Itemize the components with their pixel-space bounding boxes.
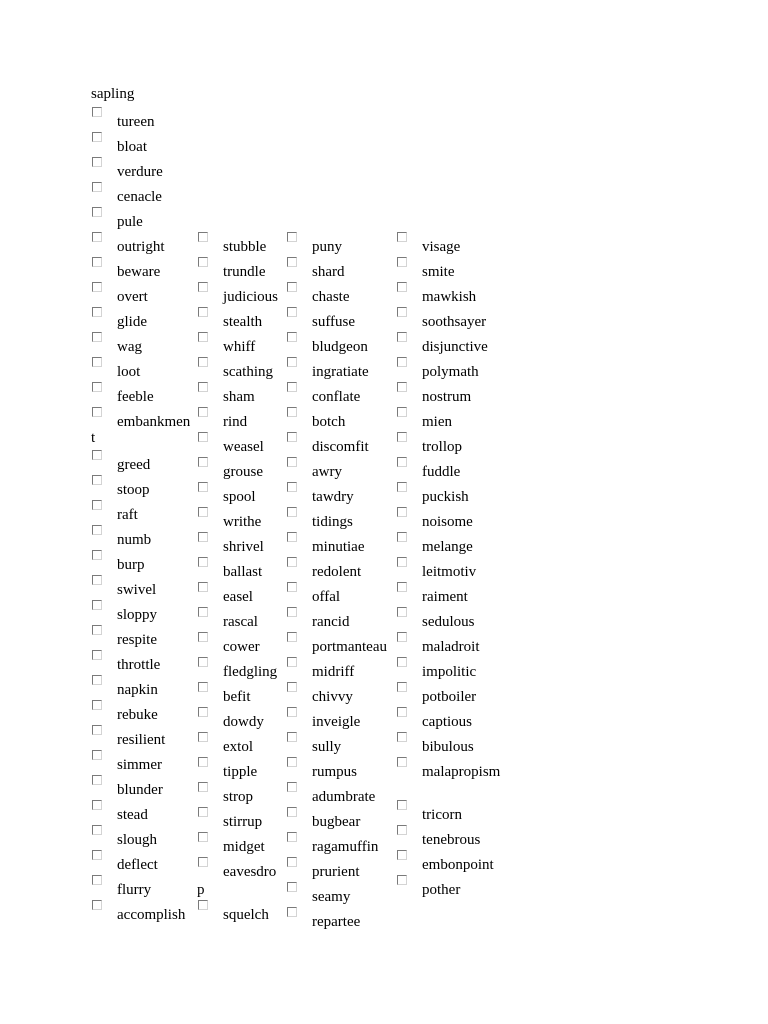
word-label: trollop: [422, 439, 462, 455]
word-checkbox[interactable]: [397, 482, 407, 492]
word-checkbox[interactable]: [198, 257, 208, 267]
word-checkbox[interactable]: [198, 232, 208, 242]
word-label: redolent: [312, 564, 362, 580]
word-label: pother: [422, 882, 461, 898]
word-checkbox[interactable]: [92, 500, 102, 510]
word-label: malapropism: [422, 764, 501, 780]
word-checkbox[interactable]: [198, 707, 208, 717]
word-checkbox[interactable]: [198, 282, 208, 292]
word-checkbox[interactable]: [198, 832, 208, 842]
word-checkbox[interactable]: [397, 232, 407, 242]
word-checkbox[interactable]: [92, 307, 102, 317]
word-checkbox[interactable]: [198, 432, 208, 442]
word-checkbox[interactable]: [397, 825, 407, 835]
word-label: embankmen: [117, 414, 191, 430]
word-label: scathing: [223, 364, 273, 380]
word-label: respite: [117, 632, 157, 648]
word-checkbox[interactable]: [397, 582, 407, 592]
word-checkbox[interactable]: [287, 382, 297, 392]
word-label: disjunctive: [422, 339, 488, 355]
word-checkbox[interactable]: [287, 482, 297, 492]
word-checkbox[interactable]: [397, 507, 407, 517]
word-checkbox[interactable]: [198, 607, 208, 617]
word-label: overt: [117, 289, 148, 305]
word-checkbox[interactable]: [287, 307, 297, 317]
word-label: stealth: [223, 314, 263, 330]
word-label: pule: [117, 214, 143, 230]
word-label: tureen: [117, 114, 155, 130]
word-label: outright: [117, 239, 165, 255]
word-label: polymath: [422, 364, 479, 380]
word-label: sloppy: [117, 607, 158, 623]
word-label: beware: [117, 264, 161, 280]
word-checkbox[interactable]: [198, 557, 208, 567]
word-checkbox[interactable]: [198, 382, 208, 392]
word-checkbox[interactable]: [287, 357, 297, 367]
word-checkbox[interactable]: [397, 800, 407, 810]
word-checkbox[interactable]: [287, 332, 297, 342]
word-label: bugbear: [312, 814, 361, 830]
word-checkbox[interactable]: [92, 825, 102, 835]
word-checkbox[interactable]: [397, 432, 407, 442]
word-checkbox[interactable]: [198, 507, 208, 517]
word-checkbox[interactable]: [92, 800, 102, 810]
word-checkbox[interactable]: [198, 682, 208, 692]
word-checkbox[interactable]: [287, 882, 297, 892]
word-label: soothsayer: [422, 314, 487, 330]
word-label: swivel: [117, 582, 157, 598]
word-checkbox[interactable]: [92, 900, 102, 910]
word-checkbox[interactable]: [92, 875, 102, 885]
word-label: adumbrate: [312, 789, 376, 805]
word-label: whiff: [223, 339, 256, 355]
word-checkbox[interactable]: [198, 407, 208, 417]
word-label: greed: [117, 457, 151, 473]
word-label: writhe: [223, 514, 262, 530]
word-label: accomplish: [117, 907, 186, 923]
word-label: puckish: [422, 489, 469, 505]
word-label: captious: [422, 714, 472, 730]
word-label: tawdry: [312, 489, 354, 505]
word-checkbox[interactable]: [92, 357, 102, 367]
word-label: feeble: [117, 389, 154, 405]
word-label: potboiler: [422, 689, 477, 705]
word-checkbox[interactable]: [198, 332, 208, 342]
word-checkbox[interactable]: [92, 107, 102, 117]
word-label: raiment: [422, 589, 468, 605]
word-checkbox[interactable]: [198, 457, 208, 467]
word-checkbox[interactable]: [198, 357, 208, 367]
wrapped-word-fragment: t: [91, 430, 96, 446]
word-checkbox[interactable]: [287, 232, 297, 242]
word-checkbox[interactable]: [92, 850, 102, 860]
word-checkbox[interactable]: [92, 725, 102, 735]
word-label: ragamuffin: [312, 839, 379, 855]
word-label: rebuke: [117, 707, 158, 723]
word-label: bloat: [117, 139, 147, 155]
word-label: ballast: [223, 564, 263, 580]
word-checkbox[interactable]: [92, 550, 102, 560]
word-checkbox[interactable]: [92, 475, 102, 485]
word-checkbox[interactable]: [92, 525, 102, 535]
word-label: melange: [422, 539, 473, 555]
word-label: befit: [223, 689, 251, 705]
word-label: awry: [312, 464, 342, 480]
word-checkbox[interactable]: [397, 282, 407, 292]
word-checkbox[interactable]: [397, 632, 407, 642]
word-label: cenacle: [117, 189, 162, 205]
word-label: bibulous: [422, 739, 474, 755]
word-checkbox[interactable]: [92, 625, 102, 635]
word-label: blunder: [117, 782, 163, 798]
word-label: glide: [117, 314, 147, 330]
word-label: stead: [117, 807, 148, 823]
word-checkbox[interactable]: [92, 575, 102, 585]
word-checkbox[interactable]: [397, 850, 407, 860]
word-checkbox[interactable]: [198, 307, 208, 317]
word-checkbox[interactable]: [92, 282, 102, 292]
word-checkbox[interactable]: [198, 807, 208, 817]
word-label: bludgeon: [312, 339, 368, 355]
word-label: shrivel: [223, 539, 264, 555]
word-checkbox[interactable]: [287, 607, 297, 617]
word-label: tenebrous: [422, 832, 481, 848]
word-checkbox[interactable]: [397, 732, 407, 742]
word-label: shard: [312, 264, 345, 280]
word-label: sully: [312, 739, 342, 755]
word-checkbox[interactable]: [92, 182, 102, 192]
word-label: resilient: [117, 732, 166, 748]
word-label: wag: [117, 339, 142, 355]
word-checkbox[interactable]: [287, 657, 297, 667]
word-label: loot: [117, 364, 141, 380]
word-checkbox[interactable]: [198, 582, 208, 592]
word-checkbox[interactable]: [397, 532, 407, 542]
word-checkbox[interactable]: [397, 357, 407, 367]
word-checkbox[interactable]: [287, 282, 297, 292]
wrapped-word-fragment: p: [197, 882, 205, 898]
word-label: offal: [312, 589, 341, 605]
word-label: sedulous: [422, 614, 475, 630]
word-label: minutiae: [312, 539, 365, 555]
word-checkbox[interactable]: [92, 407, 102, 417]
word-checkbox[interactable]: [198, 757, 208, 767]
word-label: cower: [223, 639, 260, 655]
word-checkbox[interactable]: [92, 232, 102, 242]
word-label: stubble: [223, 239, 267, 255]
word-label: botch: [312, 414, 346, 430]
word-checkbox[interactable]: [397, 607, 407, 617]
word-label: midget: [223, 839, 265, 855]
word-checkbox[interactable]: [92, 332, 102, 342]
word-label: burp: [117, 557, 145, 573]
word-label: deflect: [117, 857, 158, 873]
word-label: inveigle: [312, 714, 361, 730]
word-label: visage: [422, 239, 461, 255]
word-label: easel: [223, 589, 253, 605]
word-label: chivvy: [312, 689, 353, 705]
word-checkbox[interactable]: [287, 632, 297, 642]
word-checkbox[interactable]: [397, 682, 407, 692]
word-checkbox[interactable]: [287, 582, 297, 592]
word-checkbox[interactable]: [92, 750, 102, 760]
word-checkbox[interactable]: [198, 482, 208, 492]
word-checkbox[interactable]: [198, 632, 208, 642]
word-checkbox[interactable]: [198, 532, 208, 542]
word-checkbox[interactable]: [92, 675, 102, 685]
word-checkbox[interactable]: [92, 257, 102, 267]
list-title: sapling: [91, 86, 135, 102]
word-label: suffuse: [312, 314, 356, 330]
word-label: leitmotiv: [422, 564, 477, 580]
word-label: grouse: [223, 464, 263, 480]
word-label: embonpoint: [422, 857, 494, 873]
word-label: maladroit: [422, 639, 480, 655]
word-checkbox[interactable]: [287, 507, 297, 517]
word-label: stirrup: [223, 814, 263, 830]
word-label: discomfit: [312, 439, 369, 455]
word-checkbox[interactable]: [287, 782, 297, 792]
word-checkbox[interactable]: [397, 557, 407, 567]
word-checkbox[interactable]: [397, 307, 407, 317]
word-label: tipple: [223, 764, 258, 780]
word-checkbox[interactable]: [287, 707, 297, 717]
word-label: eavesdro: [223, 864, 277, 880]
word-label: portmanteau: [312, 639, 387, 655]
word-label: smite: [422, 264, 455, 280]
word-label: judicious: [223, 289, 278, 305]
word-label: throttle: [117, 657, 161, 673]
word-checkbox[interactable]: [287, 832, 297, 842]
word-label: slough: [117, 832, 158, 848]
word-label: chaste: [312, 289, 350, 305]
word-checkbox[interactable]: [397, 257, 407, 267]
word-checkbox[interactable]: [397, 382, 407, 392]
word-checkbox[interactable]: [397, 657, 407, 667]
word-label: rind: [223, 414, 248, 430]
word-checkbox[interactable]: [287, 557, 297, 567]
word-checkbox[interactable]: [198, 900, 208, 910]
word-checkbox[interactable]: [92, 700, 102, 710]
word-checkbox[interactable]: [92, 382, 102, 392]
word-label: flurry: [117, 882, 152, 898]
word-checkbox[interactable]: [92, 650, 102, 660]
word-checkbox[interactable]: [287, 407, 297, 417]
word-checkbox[interactable]: [397, 407, 407, 417]
word-checkbox[interactable]: [287, 532, 297, 542]
word-label: ingratiate: [312, 364, 369, 380]
word-label: rancid: [312, 614, 350, 630]
word-checkbox[interactable]: [287, 432, 297, 442]
word-label: tidings: [312, 514, 353, 530]
word-label: strop: [223, 789, 253, 805]
word-checkbox[interactable]: [287, 757, 297, 767]
word-label: verdure: [117, 164, 163, 180]
word-checkbox[interactable]: [92, 450, 102, 460]
word-label: squelch: [223, 907, 269, 923]
word-checkbox[interactable]: [287, 907, 297, 917]
word-checkbox[interactable]: [198, 657, 208, 667]
word-checkbox[interactable]: [287, 257, 297, 267]
word-label: simmer: [117, 757, 162, 773]
word-checkbox[interactable]: [92, 132, 102, 142]
word-checkbox[interactable]: [92, 775, 102, 785]
word-checkbox[interactable]: [397, 457, 407, 467]
word-label: repartee: [312, 914, 361, 930]
word-label: rumpus: [312, 764, 357, 780]
word-label: mawkish: [422, 289, 477, 305]
word-label: rascal: [223, 614, 258, 630]
word-label: impolitic: [422, 664, 477, 680]
word-checkbox[interactable]: [397, 757, 407, 767]
word-checkbox[interactable]: [287, 857, 297, 867]
word-label: seamy: [312, 889, 351, 905]
word-checkbox[interactable]: [198, 857, 208, 867]
word-checkbox[interactable]: [287, 682, 297, 692]
word-label: extol: [223, 739, 253, 755]
word-label: conflate: [312, 389, 361, 405]
word-label: sham: [223, 389, 255, 405]
word-label: puny: [312, 239, 342, 255]
word-checkbox[interactable]: [92, 157, 102, 167]
word-checkbox[interactable]: [287, 457, 297, 467]
word-label: dowdy: [223, 714, 264, 730]
word-label: midriff: [312, 664, 355, 680]
word-checkbox[interactable]: [198, 782, 208, 792]
word-checkbox[interactable]: [92, 207, 102, 217]
word-label: prurient: [312, 864, 360, 880]
word-checkbox[interactable]: [397, 875, 407, 885]
word-checkbox[interactable]: [397, 332, 407, 342]
word-checkbox[interactable]: [198, 732, 208, 742]
word-checkbox[interactable]: [287, 807, 297, 817]
word-label: trundle: [223, 264, 266, 280]
word-label: stoop: [117, 482, 150, 498]
word-label: napkin: [117, 682, 158, 698]
word-checkbox[interactable]: [92, 600, 102, 610]
word-label: tricorn: [422, 807, 462, 823]
word-label: numb: [117, 532, 152, 548]
word-label: raft: [117, 507, 138, 523]
word-checkbox[interactable]: [397, 707, 407, 717]
word-label: weasel: [223, 439, 264, 455]
word-label: mien: [422, 414, 452, 430]
word-label: spool: [223, 489, 256, 505]
word-label: noisome: [422, 514, 473, 530]
word-label: fuddle: [422, 464, 461, 480]
word-checkbox[interactable]: [287, 732, 297, 742]
word-label: nostrum: [422, 389, 472, 405]
word-label: fledgling: [223, 664, 278, 680]
